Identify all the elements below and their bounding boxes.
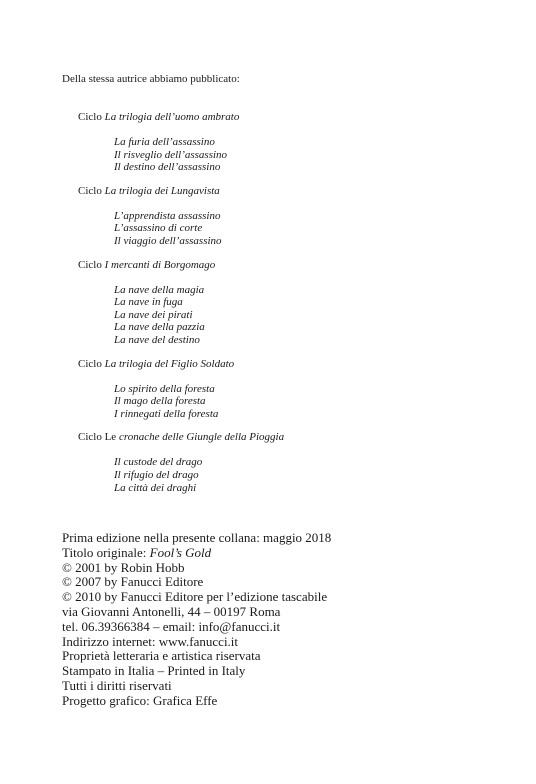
cycle-name: I mercanti di Borgomago <box>104 258 216 271</box>
cycle-block <box>78 185 498 248</box>
cycle-prefix: Ciclo <box>78 184 102 197</box>
book-title: La città dei draghi <box>114 481 197 494</box>
book-title: Lo spirito della foresta <box>114 382 215 395</box>
book-title: Il rifugio del drago <box>114 468 199 481</box>
cycle-name: La trilogia dell’uomo ambrato <box>104 111 240 123</box>
copyright-author-line: © 2001 by Robin Hobb <box>62 559 185 575</box>
book-title: La nave della magia <box>114 283 205 296</box>
original-title: Fool’s Gold <box>149 544 212 560</box>
book-title: Il viaggio dell’assassino <box>114 234 222 247</box>
book-title: I rinnegati della foresta <box>114 407 219 420</box>
cycle-heading <box>78 185 498 198</box>
book-title: L’apprendista assassino <box>114 209 221 222</box>
book-title: La nave del destino <box>114 333 200 346</box>
cycle-heading <box>78 259 498 272</box>
book-title: Il mago della foresta <box>114 395 206 408</box>
book-title: La nave della pazzia <box>114 321 205 334</box>
printed-line: Stampato in Italia – Printed in Italy <box>62 663 246 679</box>
cycle-heading <box>78 111 498 124</box>
book-title: Il custode del drago <box>114 456 203 469</box>
cycle-prefix: Ciclo <box>78 258 102 271</box>
book-title: La nave dei pirati <box>114 308 193 321</box>
book-title: La nave in fuga <box>114 296 183 309</box>
copyright-2010-line: © 2010 by Fanucci Editore per l’edizione tascabile <box>62 589 328 605</box>
cycle-list <box>78 111 498 505</box>
cycle-block <box>78 358 498 421</box>
book-title: La furia dell’assassino <box>114 136 215 148</box>
book-list <box>114 456 498 494</box>
book-title: Il destino dell’assassino <box>114 161 221 174</box>
cycle-name: La trilogia del Figlio Soldato <box>104 357 235 370</box>
contacts-line: tel. 06.39366384 – email: info@fanucci.it <box>62 618 281 634</box>
cycle-heading <box>78 431 498 444</box>
cycle-prefix: Ciclo Le <box>78 431 117 444</box>
first-edition-line: Prima edizione nella presente collana: maggio 2018 <box>62 530 332 545</box>
book-list <box>114 383 498 421</box>
cycle-heading <box>78 358 498 371</box>
cycle-block <box>78 111 498 174</box>
cycle-block <box>78 259 498 347</box>
original-title-line <box>62 546 331 561</box>
book-title: L’assassino di corte <box>114 222 203 235</box>
book-title: Il risveglio dell’assassino <box>114 148 228 161</box>
cycle-prefix: Ciclo <box>78 111 102 123</box>
original-title-label: Titolo originale: <box>62 544 147 560</box>
design-line: Progetto grafico: Grafica Effe <box>62 692 218 708</box>
cycle-name: cronache delle Giungle della Pioggia <box>118 431 285 444</box>
book-list <box>114 136 498 174</box>
copyright-2007-line: © 2007 by Fanucci Editore <box>62 574 204 590</box>
rights-line: Proprietà letteraria e artistica riservata <box>62 648 261 664</box>
cycle-block <box>78 431 498 494</box>
cycle-name: La trilogia dei Lungavista <box>104 184 220 197</box>
colophon <box>62 531 331 709</box>
book-list <box>114 284 498 347</box>
all-rights-line: Tutti i diritti riservati <box>62 677 172 693</box>
website-line: Indirizzo internet: www.fanucci.it <box>62 633 239 649</box>
intro-heading: Della stessa autrice abbiamo pubblicato: <box>62 73 240 85</box>
book-list <box>114 210 498 248</box>
address-line: via Giovanni Antonelli, 44 – 00197 Roma <box>62 603 281 619</box>
cycle-prefix: Ciclo <box>78 357 102 370</box>
